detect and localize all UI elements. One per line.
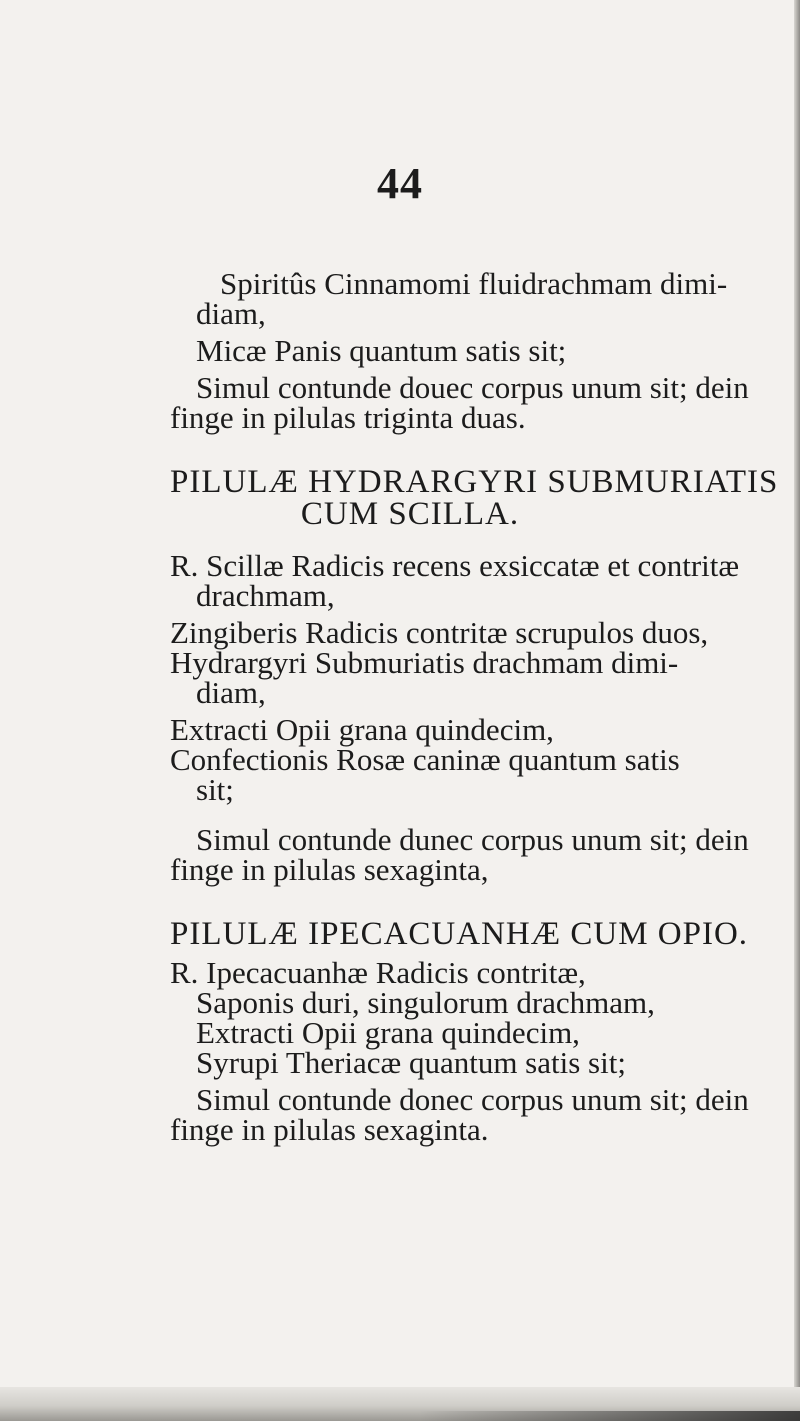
text-line: Zingiberis Radicis contritæ scrupulos duos, bbox=[170, 615, 709, 650]
text-line: R. Ipecacuanhæ Radicis contritæ, bbox=[170, 955, 586, 990]
section-title: PILULÆ HYDRARGYRI SUBMURIATIS bbox=[170, 464, 779, 500]
text-line: Syrupi Theriacæ quantum satis sit; bbox=[196, 1045, 626, 1080]
text-line: drachmam, bbox=[196, 578, 335, 613]
text-line: Saponis duri, singulorum drachmam, bbox=[196, 985, 655, 1020]
text-line: finge in pilulas sexaginta, bbox=[170, 852, 489, 887]
text-line: Simul contunde dunec corpus unum sit; dein bbox=[196, 822, 749, 857]
text-line: Simul contunde donec corpus unum sit; dein bbox=[196, 1082, 749, 1117]
text-line: finge in pilulas triginta duas. bbox=[170, 400, 526, 435]
text-line: R. Scillæ Radicis recens exsiccatæ et contritæ bbox=[170, 548, 740, 583]
text-line: diam, bbox=[196, 296, 266, 331]
text-line: finge in pilulas sexaginta. bbox=[170, 1112, 489, 1147]
text-line: sit; bbox=[196, 772, 234, 807]
text-line: Extracti Opii grana quindecim, bbox=[196, 1015, 580, 1050]
text-line: Spiritûs Cinnamomi fluidrachmam dimi- bbox=[220, 266, 728, 301]
page-number: 44 bbox=[377, 159, 423, 208]
text-line: Extracti Opii grana quindecim, bbox=[170, 712, 554, 747]
page-body bbox=[170, 266, 800, 1147]
section-title: CUM SCILLA. bbox=[300, 496, 520, 532]
text-line: Micæ Panis quantum satis sit; bbox=[196, 333, 567, 368]
text-line: Simul contunde douec corpus unum sit; dein bbox=[196, 370, 749, 405]
section-title: PILULÆ IPECACUANHÆ CUM OPIO. bbox=[170, 916, 749, 952]
text-line: Hydrargyri Submuriatis drachmam dimi- bbox=[170, 645, 679, 680]
page-bottom-shadow bbox=[420, 1411, 800, 1421]
text-line: diam, bbox=[196, 675, 266, 710]
page-edge-shadow bbox=[794, 0, 800, 1421]
text-line: Confectionis Rosæ caninæ quantum satis bbox=[170, 742, 680, 777]
